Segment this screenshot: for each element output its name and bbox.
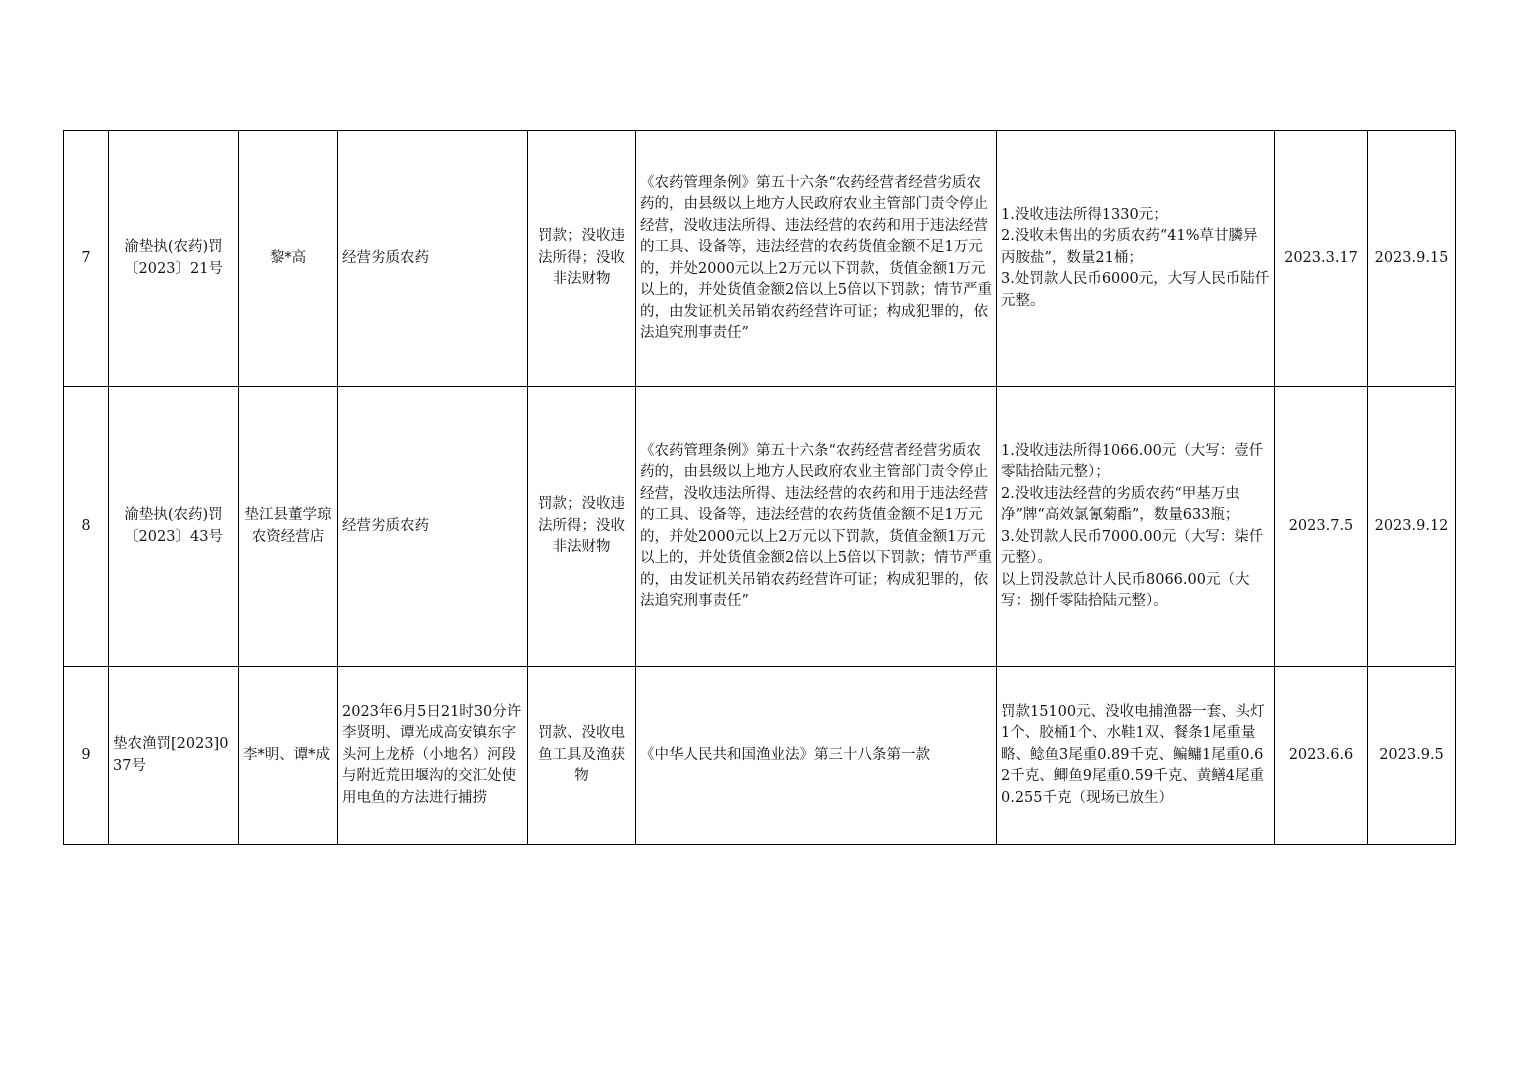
violation-cell: 2023年6月5日21时30分许李贤明、谭光成高安镇东字头河上龙桥（小地名）河段与附近荒田堰沟的交汇处使用电鱼的方法进行捕捞 [338, 667, 528, 845]
penalty-type-cell: 罚款；没收违法所得；没收非法财物 [528, 387, 636, 667]
penalty-result-cell: 1.没收违法所得1066.00元（大写：壹仟零陆拾陆元整）； 2.没收违法经营的劣质农药“甲基万虫净”牌“高效氯氰菊酯”，数量633瓶； 3.处罚款人民币7000.00元（大写：柒仟元整）。 以上罚没款总计人民币8066.00元（大写：捌仟零陆拾陆元整）。 [997, 387, 1275, 667]
decision-date-cell: 2023.7.5 [1275, 387, 1368, 667]
party-cell: 黎*高 [239, 131, 338, 387]
row-index-cell: 8 [64, 387, 109, 667]
party-cell: 垫江县董学琼农资经营店 [239, 387, 338, 667]
violation-cell: 经营劣质农药 [338, 131, 528, 387]
decision-date-cell: 2023.3.17 [1275, 131, 1368, 387]
table-row [64, 667, 1456, 845]
penalty-type-cell: 罚款、没收电鱼工具及渔获物 [528, 667, 636, 845]
party-cell: 李*明、谭*成 [239, 667, 338, 845]
row-index-cell: 7 [64, 131, 109, 387]
legal-basis-cell: 《中华人民共和国渔业法》第三十八条第一款 [636, 667, 997, 845]
publish-date-cell: 2023.9.5 [1368, 667, 1456, 845]
legal-basis-cell: 《农药管理条例》第五十六条“农药经营者经营劣质农药的，由县级以上地方人民政府农业主管部门责令停止经营，没收违法所得、违法经营的农药和用于违法经营的工具、设备等，违法经营的农药货值金额不足1万元的，并处2000元以上2万元以下罚款，货值金额1万元以上的，并处货值金额2倍以上5倍以下罚款；情节严重的，由发证机关吊销农药经营许可证；构成犯罪的，依法追究刑事责任” [636, 131, 997, 387]
publish-date-cell: 2023.9.12 [1368, 387, 1456, 667]
case-number-cell: 渝垫执(农药)罚〔2023〕21号 [109, 131, 239, 387]
penalty-records-table [63, 130, 1456, 845]
decision-date-cell: 2023.6.6 [1275, 667, 1368, 845]
penalty-result-cell: 1.没收违法所得1330元； 2.没收未售出的劣质农药“41%草甘膦异丙胺盐”，数量21桶； 3.处罚款人民币6000元，大写人民币陆仟元整。 [997, 131, 1275, 387]
case-number-cell: 垫农渔罚[2023]037号 [109, 667, 239, 845]
table-row [64, 131, 1456, 387]
legal-basis-cell: 《农药管理条例》第五十六条“农药经营者经营劣质农药的，由县级以上地方人民政府农业主管部门责令停止经营，没收违法所得、违法经营的农药和用于违法经营的工具、设备等，违法经营的农药货值金额不足1万元的，并处2000元以上2万元以下罚款，货值金额1万元以上的，并处货值金额2倍以上5倍以下罚款；情节严重的，由发证机关吊销农药经营许可证；构成犯罪的，依法追究刑事责任” [636, 387, 997, 667]
penalty-type-cell: 罚款；没收违法所得；没收非法财物 [528, 131, 636, 387]
table-row [64, 387, 1456, 667]
publish-date-cell: 2023.9.15 [1368, 131, 1456, 387]
case-number-cell: 渝垫执(农药)罚〔2023〕43号 [109, 387, 239, 667]
row-index-cell: 9 [64, 667, 109, 845]
penalty-result-cell: 罚款15100元、没收电捕渔器一套、头灯1个、胶桶1个、水鞋1双、餐条1尾重量略、鲶鱼3尾重0.89千克、鳊鳙1尾重0.62千克、鲫鱼9尾重0.59千克、黄鳝4尾重0.255千克（现场已放生） [997, 667, 1275, 845]
violation-cell: 经营劣质农药 [338, 387, 528, 667]
